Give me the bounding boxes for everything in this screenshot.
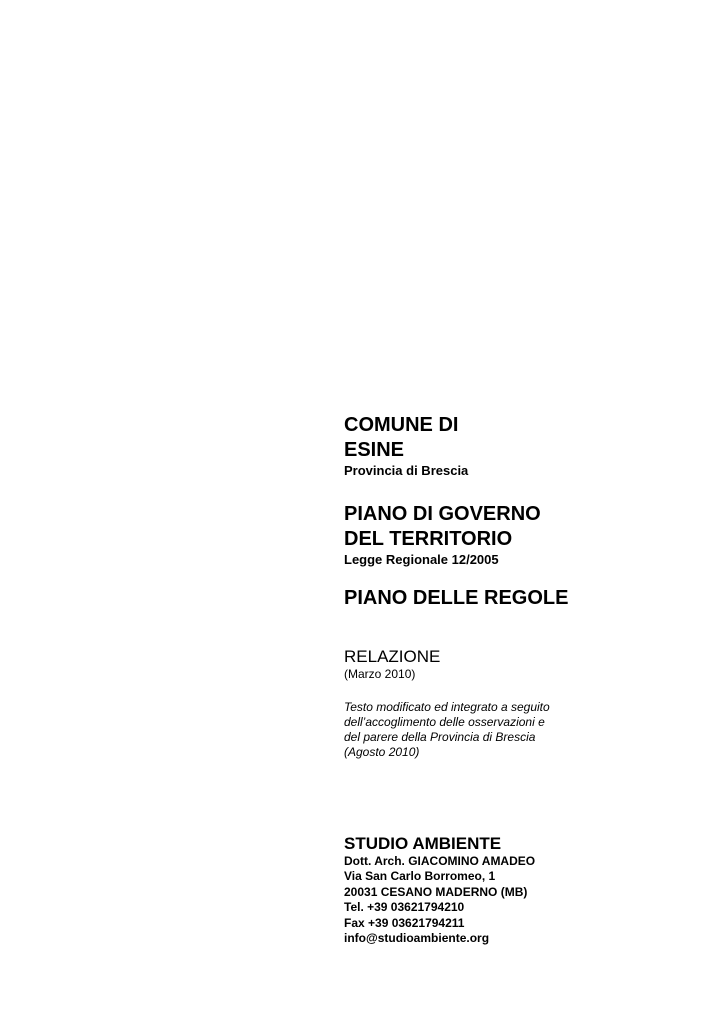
studio-city: 20031 CESANO MADERNO (MB) xyxy=(344,884,528,899)
legge-label: Legge Regionale 12/2005 xyxy=(344,552,499,567)
studio-block xyxy=(344,834,704,946)
piano-governo-line1: PIANO DI GOVERNO xyxy=(344,503,541,525)
studio-phone: Tel. +39 03621794210 xyxy=(344,900,465,915)
comune-title-line2: ESINE xyxy=(344,439,405,461)
relazione-block xyxy=(344,647,704,681)
studio-architect: Dott. Arch. GIACOMINO AMADEO xyxy=(344,854,536,868)
studio-name: STUDIO AMBIENTE xyxy=(344,834,502,853)
provincia-label: Provincia di Brescia xyxy=(344,463,469,478)
piano-governo-line2: DEL TERRITORIO xyxy=(344,528,513,550)
studio-fax: Fax +39 03621794211 xyxy=(344,915,465,930)
piano-regole-title: PIANO DELLE REGOLE xyxy=(344,587,569,609)
note-line: del parere della Provincia di Brescia xyxy=(344,730,536,744)
piano-governo-block xyxy=(344,502,704,568)
studio-email: info@studioambiente.org xyxy=(344,931,490,946)
relazione-date: (Marzo 2010) xyxy=(344,667,416,681)
note-line: dell’accoglimento delle osservazioni e xyxy=(344,715,545,729)
relazione-note xyxy=(344,700,704,760)
relazione-title: RELAZIONE xyxy=(344,647,441,666)
studio-street: Via San Carlo Borromeo, 1 xyxy=(344,869,496,884)
note-line: Testo modificato ed integrato a seguito xyxy=(344,700,550,714)
piano-regole-block xyxy=(344,586,704,611)
comune-block xyxy=(344,413,704,479)
note-line: (Agosto 2010) xyxy=(344,745,420,759)
comune-title-line1: COMUNE DI xyxy=(344,414,459,436)
